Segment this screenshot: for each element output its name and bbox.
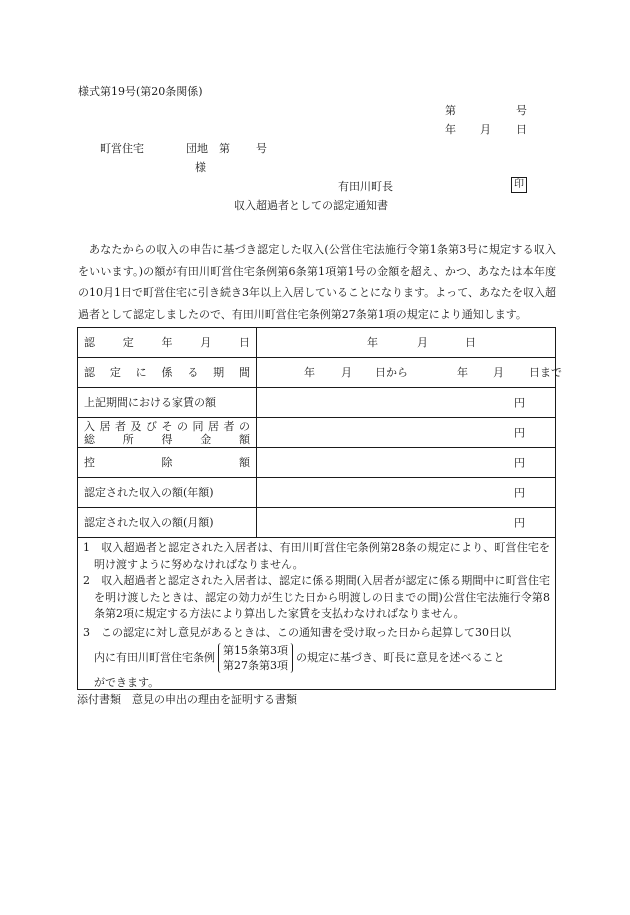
note-3-body <box>83 643 550 673</box>
note-3-prefix: 内に有田川町営住宅条例 <box>94 651 215 664</box>
table-row <box>78 448 556 478</box>
date-month: 月 <box>480 123 491 136</box>
document-title: 収入超過者としての認定通知書 <box>234 199 388 212</box>
row-label-annual-income: 認定された収入の額(年額) <box>78 478 257 508</box>
row-label-certification-period: 認 定 に 係 る 期 間 <box>78 358 257 388</box>
note-3-last: ができます。 <box>94 676 160 689</box>
form-number: 様式第19号(第20条関係) <box>78 85 203 98</box>
table-row <box>78 418 556 448</box>
deduction-value[interactable]: 円 <box>257 448 556 478</box>
note-3-line-1: 3 この認定に対し意見があるときは、この通知書を受け取った日から起算して30日以 <box>83 625 511 639</box>
table-row <box>78 508 556 538</box>
total-income-value[interactable]: 円 <box>257 418 556 448</box>
addressee-number-prefix: 第 <box>219 142 230 155</box>
rent-value[interactable]: 円 <box>257 388 556 418</box>
row-label-deduction: 控 除 額 <box>78 448 257 478</box>
date-year: 年 <box>445 123 456 136</box>
table-row <box>78 388 556 418</box>
addressee-number-suffix: 号 <box>256 142 267 155</box>
date-day: 日 <box>516 123 527 136</box>
note-3-suffix: の規定に基づき、町長に意見を述べること <box>296 651 505 664</box>
table-row <box>78 478 556 508</box>
note-3-bracket: 第15条第3項 第27条第3項 <box>218 643 293 673</box>
table-row <box>78 358 556 388</box>
addressee-honorific: 様 <box>195 161 206 174</box>
annual-income-value[interactable]: 円 <box>257 478 556 508</box>
seal-mark: 印 <box>511 177 527 193</box>
document-number-prefix: 第 <box>445 104 456 117</box>
row-label-certification-date: 認 定 年 月 日 <box>78 328 257 358</box>
notes-box <box>77 536 556 690</box>
document-number-suffix: 号 <box>516 104 527 117</box>
addressee-housing: 町営住宅 <box>100 142 144 155</box>
note-1: 1 収入超過者と認定された入居者は、有田川町営住宅条例第28条の規定により、町営住宅を明け渡すように努めなければなりません。 <box>83 541 550 571</box>
certification-period-value[interactable]: 年 月 日から 年 月 日まで <box>257 358 556 388</box>
row-label-monthly-income: 認定された収入の額(月額) <box>78 508 257 538</box>
addressee-complex: 団地 <box>186 142 208 155</box>
certification-table <box>77 327 562 538</box>
body-paragraph: あなたからの収入の申告に基づき認定した収入(公営住宅法施行令第1条第3号に規定する収入をいいます。)の額が有田川町営住宅条例第6条第1項第1号の金額を超え、かつ、あなたは本年度の10月1日で町営住宅に引き続き3年以上入居していることになります。よって、あなたを収入超過者として認定しましたので、有田川町営住宅条例第27条第1項の規定により通知します。 <box>78 243 556 321</box>
certification-date-value[interactable]: 年 月 日 <box>257 328 556 358</box>
issuer: 有田川町長 <box>338 180 393 193</box>
monthly-income-value[interactable]: 円 <box>257 508 556 538</box>
attachment-line: 添付書類 意見の申出の理由を証明する書類 <box>77 693 297 706</box>
note-2: 2 収入超過者と認定された入居者は、認定に係る期間(入居者が認定に係る期間中に町営住宅を明け渡したときは、認定の効力が生じた日から明渡しの日までの間)公営住宅法施行令第8条第2項に規定する方法により算出した家賃を支払わなければなりません。 <box>83 574 550 620</box>
table-row <box>78 328 556 358</box>
row-label-total-income: 入 居 者 及 び そ の 同 居 者 の 総 所 得 金 額 <box>78 418 257 448</box>
row-label-rent: 上記期間における家賃の額 <box>78 388 257 418</box>
